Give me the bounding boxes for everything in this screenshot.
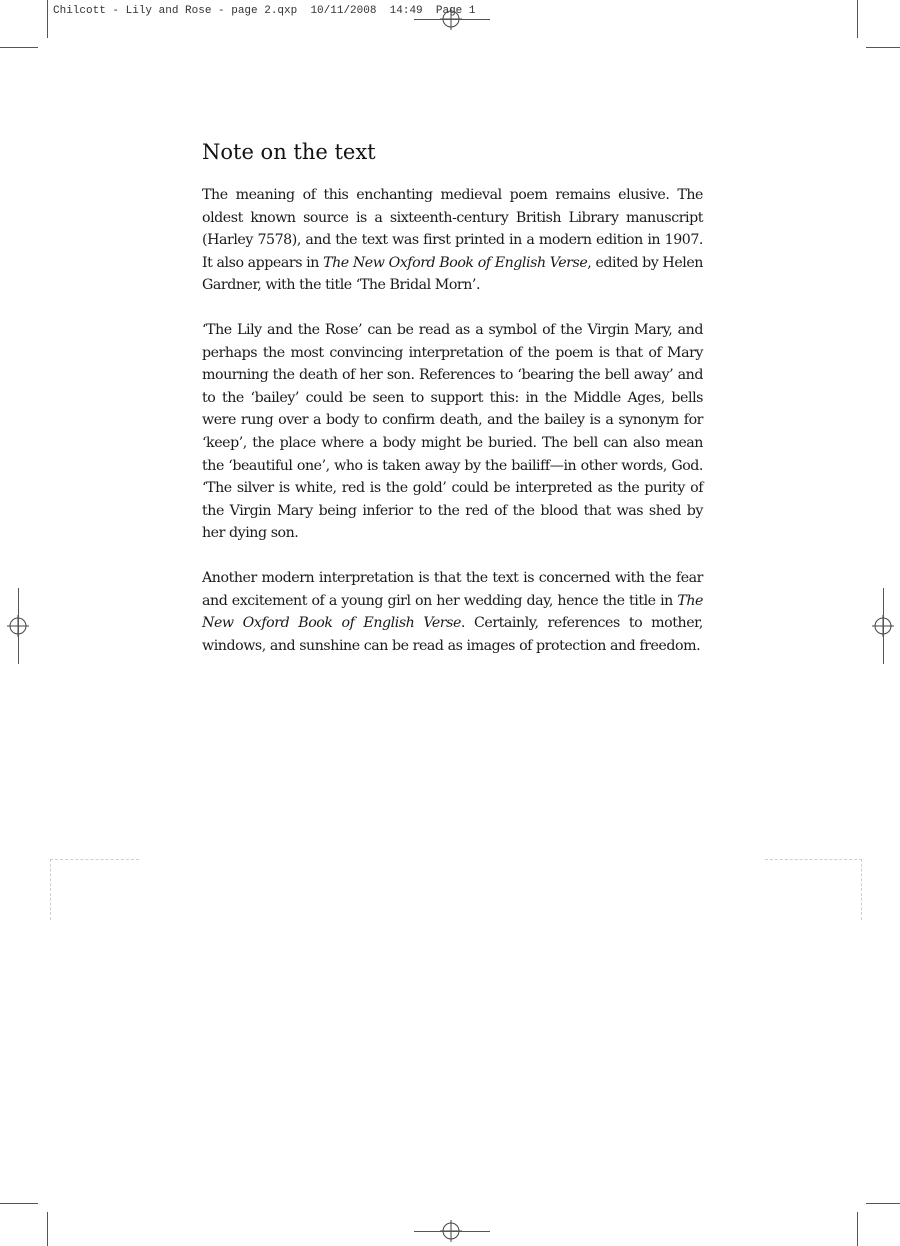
paragraph-3 [202,567,703,657]
paragraph-1-book-title: The New Oxford Book of English Verse [323,254,588,271]
crop-mark-bottom-right-vertical [857,1212,858,1246]
page-content [202,140,703,679]
paragraph-1-text-a: The meaning of this enchanting medieval poem remains elusive. The oldest known source is a sixteenth-century British Library manuscript (Harley 7578), and the text was first printed in a modern edition in 1907. It also appears in [202,187,703,271]
crop-mark-bottom-left-vertical [47,1212,48,1246]
paragraph-1 [202,184,703,297]
paragraph-3-text-a: Another modern interpretation is that the text is concerned with the fear and excitement of a young girl on her wedding day, hence the title in [202,569,703,609]
registration-line-top [414,19,490,20]
crop-mark-top-right-vertical [857,0,858,38]
crop-mark-bottom-right-horizontal [866,1203,900,1204]
paragraph-3-text-b: . Certainly, references to mother, windows, and sunshine can be read as images of protection and freedom. [202,615,703,654]
crop-mark-top-left-vertical [47,0,48,38]
page-title: Note on the text [202,140,376,164]
registration-line-right [883,588,884,664]
registration-line-left [18,588,19,664]
registration-line-bottom [414,1231,490,1232]
bleed-guide-left [50,859,139,920]
paragraph-1-text-b: , edited by Helen Gardner, with the title ‘The Bridal Morn’. [202,254,703,294]
crop-mark-bottom-left-horizontal [0,1203,38,1204]
slug-line: Chilcott - Lily and Rose - page 2.qxp 10/11/2008 14:49 Page 1 [53,5,476,17]
bleed-guide-right [765,859,862,920]
crop-mark-top-left-horizontal [0,47,38,48]
paragraph-2: ‘The Lily and the Rose’ can be read as a symbol of the Virgin Mary, and perhaps the most convincing interpretation of the poem is that of Mary mourning the death of her son. References to ‘bearing the bell away’ and to the ‘bailey’ could be seen to support this: in the Middle Ages, bells were rung over a body to confirm death, and the bailey is a synonym for ‘keep’, the place where a body might be buried. The bell can also mean the ‘beautiful one’, who is taken away by the bailiff—in other words, God. ‘The silver is white, red is the gold’ could be interpreted as the purity of the Virgin Mary being inferior to the red of the blood that was shed by her dying son. [202,321,703,542]
crop-mark-top-right-horizontal [866,47,900,48]
paragraph-3-book-title: The New Oxford Book of English Verse [202,592,703,632]
